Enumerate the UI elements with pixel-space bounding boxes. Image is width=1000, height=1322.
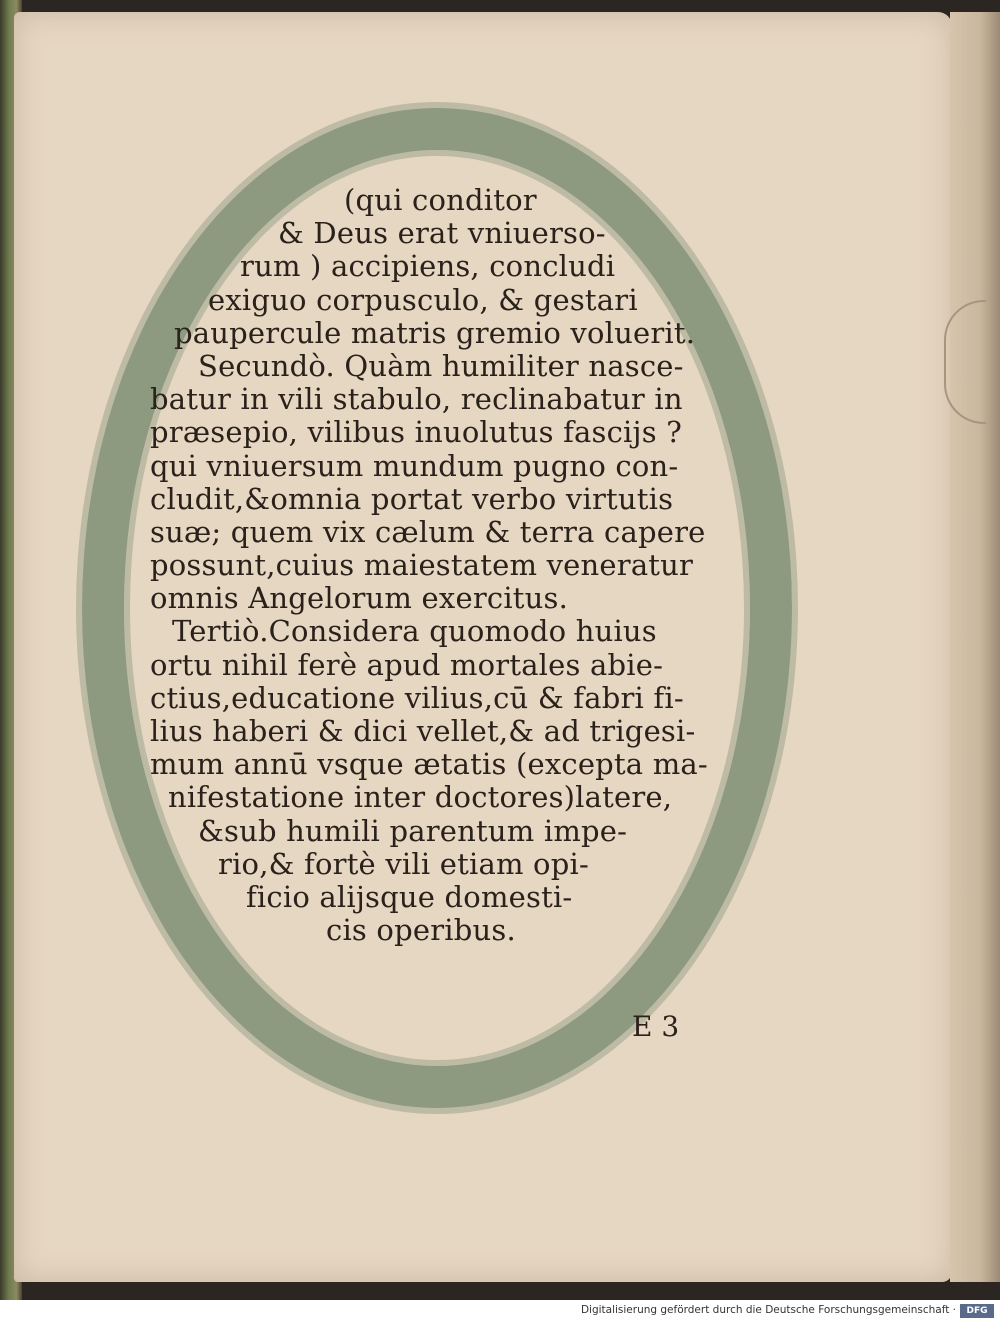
text-line: lius haberi & dici vellet,& ad trigesi- (150, 714, 696, 748)
text-line: ctius,educatione vilius,cū & fabri fi- (150, 680, 684, 715)
funding-notice: Digitalisierung gefördert durch die Deutsche Forschungsgemeinschaft · (580, 1304, 956, 1316)
text-line: Tertiò.Considera quomodo huius (172, 614, 657, 649)
text-line: mum annū vsque ætatis (excepta ma- (150, 747, 708, 782)
page-text (150, 184, 730, 947)
text-line: rum ) accipiens, concludi (240, 249, 616, 284)
text-line: exiguo corpusculo, & gestari (208, 282, 638, 317)
text-line: &sub humili parentum impe- (198, 813, 628, 848)
right-page-edge (950, 12, 1000, 1282)
page-edge-tab (944, 300, 986, 424)
text-line: cludit,&omnia portat verbo virtutis (150, 481, 674, 516)
dfg-logo: DFG (960, 1304, 994, 1318)
text-line: Secundò. Quàm humiliter nasce- (198, 348, 684, 383)
text-line: omnis Angelorum exercitus. (150, 581, 569, 616)
text-line: possunt,cuius maiestatem veneratur (150, 548, 694, 583)
signature-mark: E 3 (632, 1010, 680, 1043)
text-line: præsepio, vilibus inuolutus fascijs ? (150, 415, 682, 450)
text-line: (qui conditor (344, 183, 537, 217)
text-line: qui vniuersum mundum pugno con- (150, 448, 679, 483)
text-line: paupercule matris gremio voluerit. (174, 315, 696, 350)
text-line: cis operibus. (326, 913, 516, 948)
text-line: rio,& fortè vili etiam opi- (218, 846, 589, 881)
text-line: suæ; quem vix cælum & terra capere (150, 514, 706, 549)
text-line: nifestatione inter doctores)latere, (168, 780, 673, 815)
text-line: batur in vili stabulo, reclinabatur in (150, 382, 683, 417)
footer-bar (0, 1300, 1000, 1322)
text-line: & Deus erat vniuerso- (278, 216, 606, 251)
text-line: ortu nihil ferè apud mortales abie- (150, 647, 664, 682)
text-line: ficio alijsque domesti- (246, 879, 573, 914)
